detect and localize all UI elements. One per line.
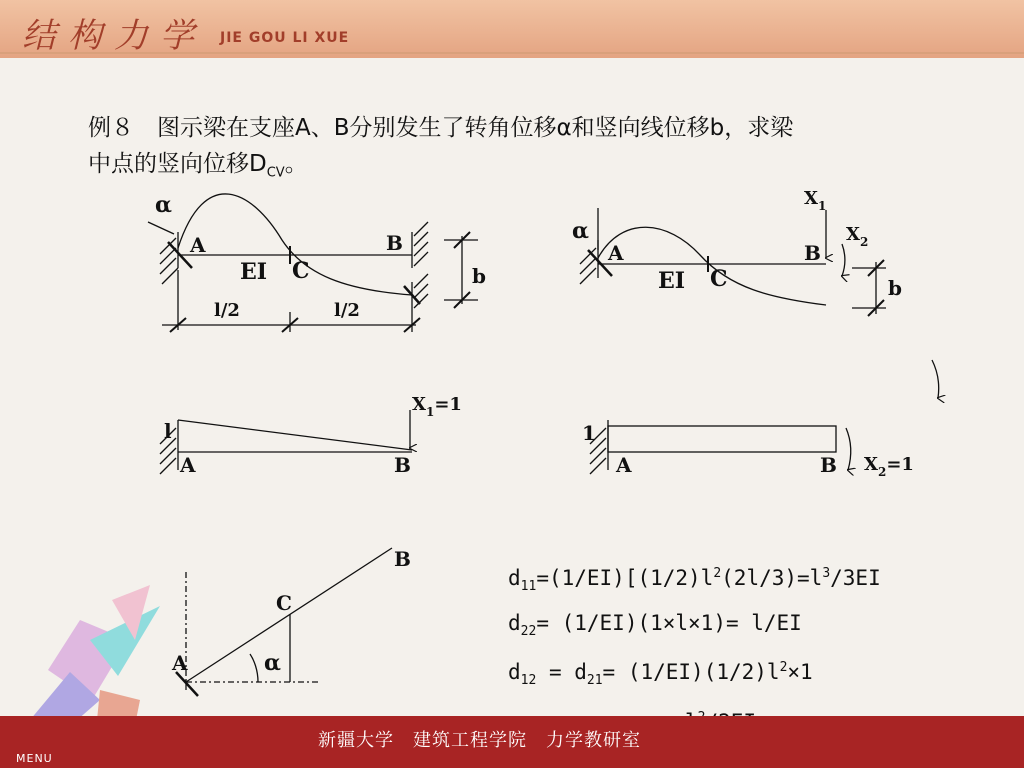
- fig3-X1-subscript: 1: [425, 405, 435, 419]
- formula-d12-sup: 2: [779, 660, 788, 676]
- formula-d12-sub: 12: [520, 673, 537, 689]
- fig5-alpha-label: α: [264, 650, 281, 676]
- fig3-A-label: A: [180, 453, 196, 477]
- fig3-l-label: l: [164, 419, 172, 443]
- fig2-C-label: C: [710, 266, 728, 292]
- fig3-X1-value: =1: [434, 394, 462, 415]
- fig1-B-label: B: [386, 231, 403, 255]
- formula-d11-sup2: 3: [822, 566, 831, 581]
- fig4-B-label: B: [820, 453, 837, 477]
- formula-d12-part1: = (1/EI)(1/2)l: [602, 660, 780, 685]
- formula-d11-lhs: d: [508, 566, 521, 590]
- figure-3-moment-diagram-x1: [160, 410, 412, 474]
- formula-d12: [508, 650, 881, 699]
- formula-d11: [508, 556, 881, 605]
- fig4-X2-value: =1: [886, 454, 914, 475]
- fig5-A-label: A: [172, 651, 188, 675]
- menu-button[interactable]: MENU: [16, 752, 53, 765]
- fig5-B-label: B: [394, 547, 411, 571]
- formula-d12-eq: = d: [536, 660, 587, 685]
- fig2-B-label: B: [804, 241, 821, 265]
- fig1-half-span-1: l/2: [214, 300, 240, 321]
- formula-d11-part3: /3EI: [830, 566, 881, 590]
- fig2-X1-letter: X: [804, 188, 818, 209]
- fig3-X1-letter: X: [412, 394, 426, 415]
- formula-d12-lhs: d: [508, 660, 521, 685]
- fig2-X2-letter: X: [846, 224, 860, 245]
- formula-d11-part1: =(1/EI)[(1/2)l: [536, 566, 714, 590]
- flexibility-coefficients: [508, 556, 881, 740]
- formula-d22-rhs: = (1/EI)(1×l×1)= l/EI: [536, 611, 802, 636]
- fig3-B-label: B: [394, 453, 411, 477]
- formula-d21-sub: 21: [586, 673, 603, 689]
- figure-1-beam-settlement: [148, 194, 478, 332]
- footer-institution: 新疆大学 建筑工程学院 力学教研室: [318, 730, 641, 751]
- fig1-C-label: C: [292, 258, 310, 284]
- fig4-A-label: A: [616, 453, 632, 477]
- problem-line-2-end: 。: [284, 151, 308, 177]
- formula-d12-part2: ×1: [787, 660, 813, 685]
- fig2-alpha-label: α: [572, 218, 589, 244]
- formula-d11-sub: 11: [520, 579, 537, 595]
- fig5-C-label: C: [276, 591, 292, 615]
- formula-d22-lhs: d: [508, 611, 521, 636]
- problem-line-1: 例８ 图示梁在支座A、B分别发生了转角位移α和竖向线位移b，求梁: [88, 115, 794, 141]
- fig1-half-span-2: l/2: [334, 300, 360, 321]
- fig2-A-label: A: [608, 241, 624, 265]
- problem-subscript: CV: [266, 165, 285, 181]
- course-title-pinyin: JIE GOU LI XUE: [220, 30, 350, 46]
- course-title: 结构力学: [22, 16, 206, 56]
- fig1-EI-label: EI: [240, 259, 268, 285]
- figure-5-rigid-rotation: [176, 548, 392, 696]
- fig4-X2-subscript: 2: [877, 465, 887, 479]
- fig4-X2-label: [864, 454, 914, 479]
- fig2-X2-label: [846, 224, 868, 249]
- fig2-X1-label: [804, 188, 826, 213]
- fig1-b-label: b: [472, 264, 486, 288]
- fig1-A-label: A: [190, 233, 206, 257]
- formula-d22: [508, 605, 881, 650]
- problem-line-2-text: 中点的竖向位移D: [88, 151, 267, 177]
- fig2-X2-subscript: 2: [859, 235, 869, 249]
- fig2-b-label: b: [888, 276, 902, 300]
- formula-d11-sup1: 2: [713, 566, 722, 581]
- fig2-X1-subscript: 1: [817, 199, 827, 213]
- fig1-alpha-label: α: [155, 192, 172, 218]
- formula-d11-part2: (2l/3)=l: [721, 566, 823, 590]
- fig4-one-label: 1: [582, 421, 596, 445]
- formula-d22-sub: 22: [520, 624, 537, 640]
- fig2-EI-label: EI: [658, 268, 686, 294]
- figure-2-released-structure: [580, 208, 886, 316]
- fig4-X2-letter: X: [864, 454, 878, 475]
- fig3-X1-label: [412, 394, 462, 419]
